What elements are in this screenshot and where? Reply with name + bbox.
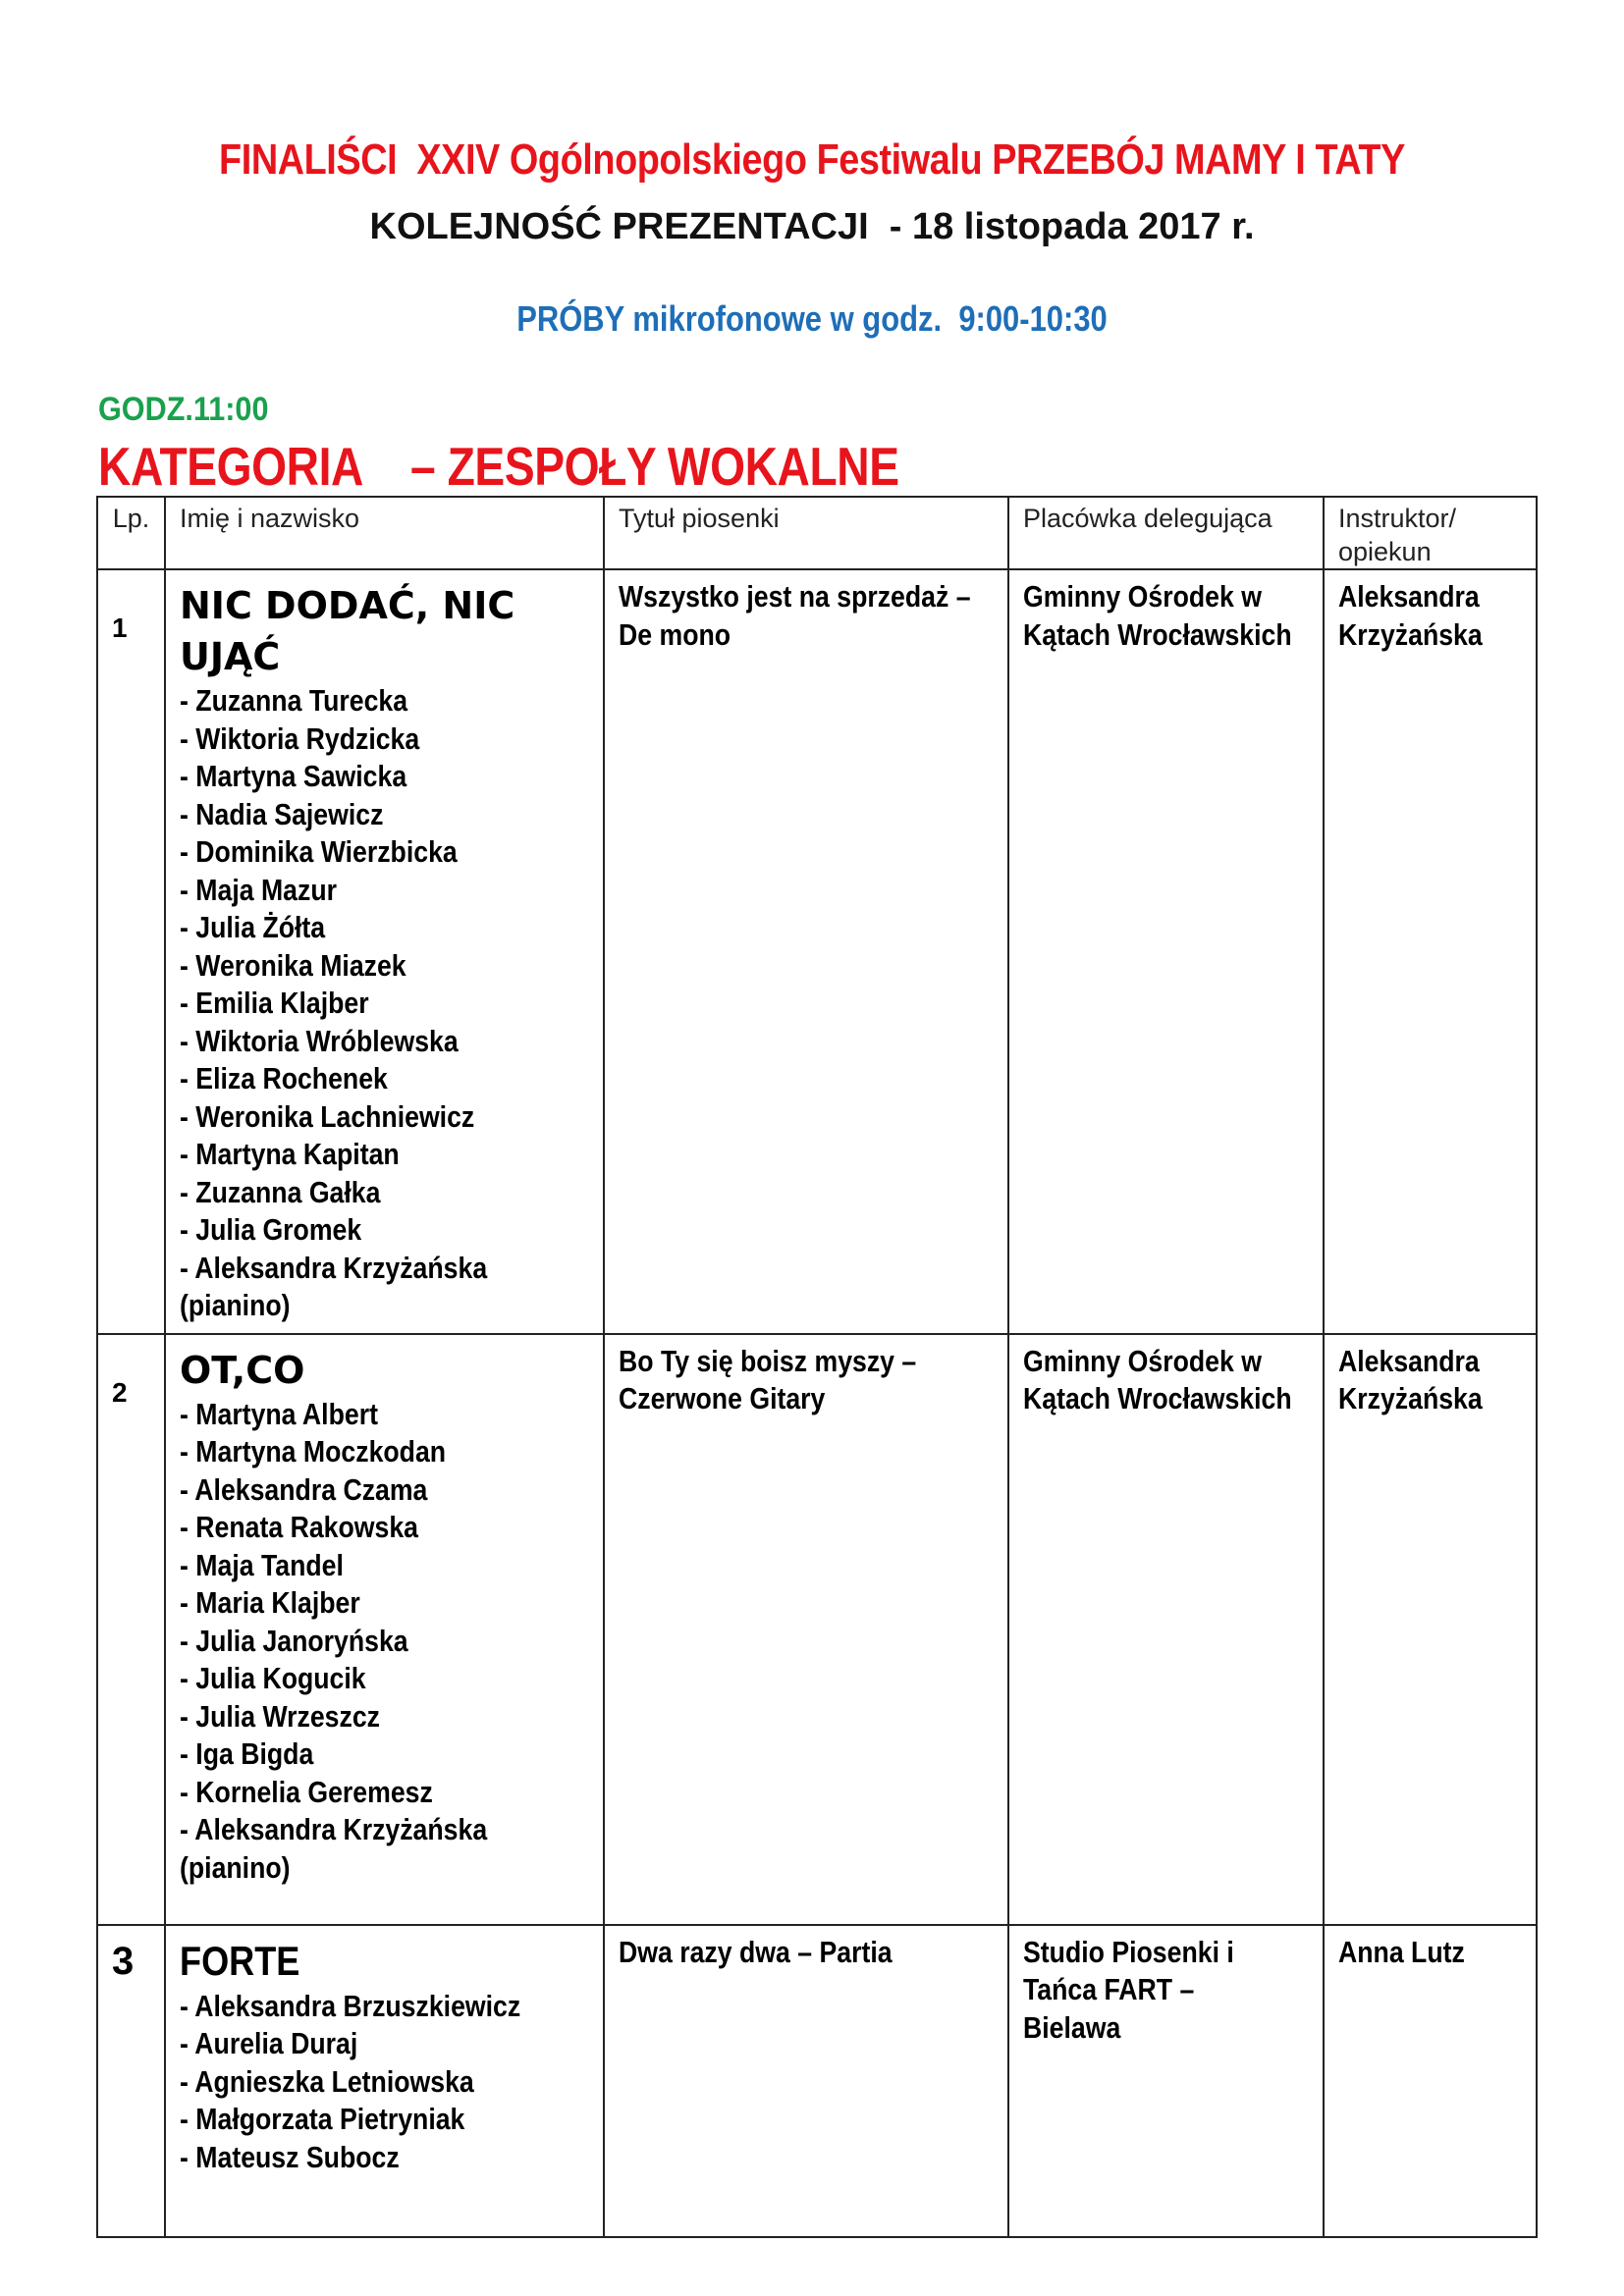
institution-line: Gminny Ośrodek w <box>1023 1343 1262 1378</box>
table-row <box>97 1925 1537 2237</box>
member: - Maria Klajber <box>180 1585 360 1620</box>
member: - Eliza Rochenek <box>180 1061 388 1095</box>
start-time: GODZ.11:00 <box>98 391 269 428</box>
header-instructor-line1: Instruktor/ <box>1338 504 1457 533</box>
member: - Martyna Sawicka <box>180 759 407 793</box>
member: - Zuzanna Turecka <box>180 683 408 718</box>
member: - Emilia Klajber <box>180 986 369 1020</box>
row-lp-cell <box>97 1334 165 1925</box>
header-institution: Placówka delegująca <box>1008 497 1324 569</box>
instructor-line: Anna Lutz <box>1338 1934 1465 1969</box>
document-subtitle: KOLEJNOŚĆ PREZENTACJI - 18 listopada 2017 r. <box>369 206 1255 247</box>
song-line: Bo Ty się boisz myszy – <box>619 1343 917 1378</box>
song-line: Dwa razy dwa – Partia <box>619 1934 893 1969</box>
member-list <box>180 1396 589 1888</box>
member: - Renata Rakowska <box>180 1510 419 1544</box>
instructor-line: Aleksandra <box>1338 579 1480 614</box>
row-name-cell <box>165 1334 604 1925</box>
header-instructor <box>1324 497 1537 569</box>
member: - Martyna Albert <box>180 1396 378 1431</box>
member: - Julia Kogucik <box>180 1661 366 1695</box>
member: - Weronika Miazek <box>180 947 406 983</box>
row-song-cell <box>604 569 1008 1334</box>
member: - Julia Janoryńska <box>180 1623 408 1658</box>
table-header-row <box>97 497 1537 569</box>
table-row <box>97 1334 1537 1925</box>
header-lp: Lp. <box>97 497 165 569</box>
row-lp-cell <box>97 569 165 1334</box>
member: - Aleksandra Krzyżańska <box>180 1250 488 1285</box>
member: - Aleksandra Czama <box>180 1471 428 1507</box>
rehearsal-info: PRÓBY mikrofonowe w godz. 9:00-10:30 <box>516 298 1108 339</box>
member: - Wiktoria Wróblewska <box>180 1023 459 1058</box>
table-row <box>97 569 1537 1334</box>
institution-line: Bielawa <box>1023 2009 1121 2045</box>
member: - Martyna Moczkodan <box>180 1434 447 1468</box>
row-instructor-cell <box>1324 1925 1537 2237</box>
row-instructor-cell <box>1324 569 1537 1334</box>
member: - Iga Bigda <box>180 1736 314 1771</box>
member: - Maja Mazur <box>180 872 337 907</box>
member: - Aleksandra Brzuszkiewicz <box>180 1988 521 2023</box>
member: - Agnieszka Letniowska <box>180 2063 474 2099</box>
instructor-line: Aleksandra <box>1338 1343 1480 1378</box>
member: - Dominika Wierzbicka <box>180 834 458 869</box>
row-instructor-cell <box>1324 1334 1537 1925</box>
row-institution-cell <box>1008 1334 1324 1925</box>
row-number: 2 <box>112 1376 128 1408</box>
row-song-cell <box>604 1925 1008 2237</box>
group-name: FORTE <box>180 1937 300 1984</box>
song-line: Wszystko jest na sprzedaż – <box>619 579 971 614</box>
institution-line: Kątach Wrocławskich <box>1023 1381 1292 1415</box>
member: - Kornelia Geremesz <box>180 1774 433 1809</box>
member: - Mateusz Subocz <box>180 2139 400 2174</box>
group-name: OT,CO <box>180 1348 305 1392</box>
member: - Małgorzata Pietryniak <box>180 2102 465 2136</box>
row-institution-cell <box>1008 569 1324 1334</box>
category-heading: KATEGORIA – ZESPOŁY WOKALNE <box>98 436 899 497</box>
member: - Maja Tandel <box>180 1547 344 1582</box>
member: - Aurelia Duraj <box>180 2026 358 2060</box>
institution-line: Studio Piosenki i <box>1023 1934 1234 1969</box>
member-list <box>180 682 589 1325</box>
institution-line: Gminny Ośrodek w <box>1023 579 1262 614</box>
member: - Zuzanna Gałka <box>180 1174 381 1209</box>
member: - Julia Żółta <box>180 910 326 944</box>
member-note: (pianino) <box>180 1849 291 1885</box>
group-name: NIC DODAĆ, NIC UJĄĆ <box>180 584 515 678</box>
member: - Julia Wrzeszcz <box>180 1698 380 1734</box>
instructor-line: Krzyżańska <box>1338 1381 1483 1415</box>
member: - Julia Gromek <box>180 1212 362 1247</box>
row-number: 1 <box>112 613 128 643</box>
document-title: FINALIŚCI XXIV Ogólnopolskiego Festiwalu PRZEBÓJ MAMY I TATY <box>219 135 1405 184</box>
row-lp-cell <box>97 1925 165 2237</box>
instructor-line: Krzyżańska <box>1338 616 1483 652</box>
song-line: De mono <box>619 616 731 652</box>
member: - Martyna Kapitan <box>180 1137 400 1171</box>
header-instructor-line2: opiekun <box>1338 537 1432 566</box>
institution-line: Tańca FART – <box>1023 1972 1195 2006</box>
member-list <box>180 1988 589 2177</box>
institution-line: Kątach Wrocławskich <box>1023 616 1292 652</box>
header-song: Tytuł piosenki <box>604 497 1008 569</box>
member: - Weronika Lachniewicz <box>180 1098 475 1134</box>
finalists-table <box>96 496 1538 2238</box>
row-institution-cell <box>1008 1925 1324 2237</box>
member: - Wiktoria Rydzicka <box>180 721 420 756</box>
row-song-cell <box>604 1334 1008 1925</box>
member: - Aleksandra Krzyżańska <box>180 1812 488 1846</box>
header-name: Imię i nazwisko <box>165 497 604 569</box>
member: - Nadia Sajewicz <box>180 796 384 831</box>
member-note: (pianino) <box>180 1288 291 1322</box>
row-number: 3 <box>112 1939 135 1983</box>
song-line: Czerwone Gitary <box>619 1381 826 1415</box>
row-name-cell <box>165 1925 604 2237</box>
row-name-cell <box>165 569 604 1334</box>
